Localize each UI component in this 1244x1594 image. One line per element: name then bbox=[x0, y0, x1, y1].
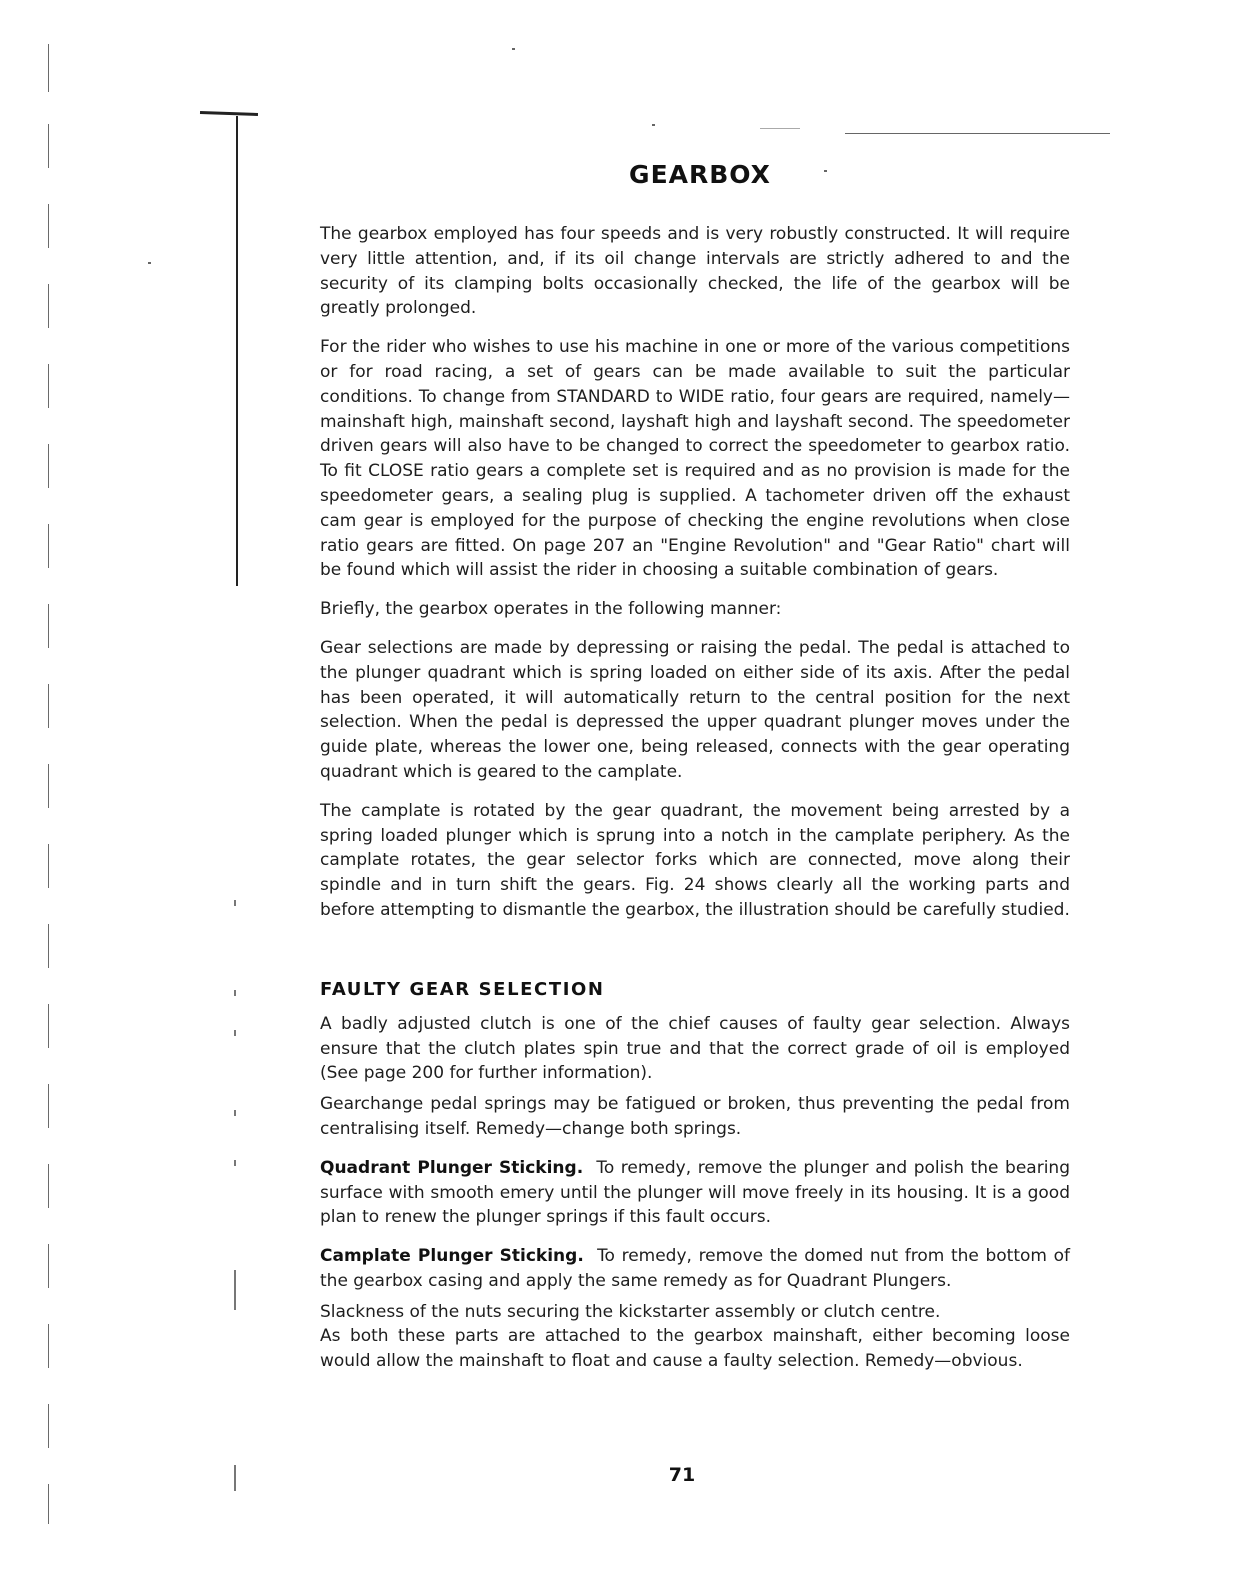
binding-mark bbox=[48, 284, 49, 328]
clutch-paragraph: A badly adjusted clutch is one of the chief causes of faulty gear selection. Always ensure that the clutch plates spin true and that the correct grade of oil is employed (See page 200 for further information). bbox=[320, 1013, 1070, 1084]
scan-speck bbox=[652, 124, 655, 126]
binding-mark bbox=[48, 204, 49, 248]
scan-speck bbox=[234, 990, 236, 996]
binding-mark bbox=[48, 764, 49, 808]
binding-mark bbox=[48, 444, 49, 488]
binding-mark bbox=[48, 1084, 49, 1128]
binding-mark bbox=[48, 604, 49, 648]
page-body bbox=[320, 222, 1070, 1374]
binding-mark bbox=[48, 684, 49, 728]
quadrant-plunger-lead: Quadrant Plunger Sticking. bbox=[320, 1157, 584, 1178]
binding-mark bbox=[48, 44, 49, 92]
scan-speck bbox=[148, 262, 151, 264]
binding-mark bbox=[48, 1244, 49, 1288]
pedal-springs-paragraph: Gearchange pedal springs may be fatigued or broken, thus preventing the pedal from centralising itself. Remedy—change both springs. bbox=[320, 1094, 1070, 1139]
operation-intro-paragraph: Briefly, the gearbox operates in the following manner: bbox=[320, 599, 782, 620]
binding-mark bbox=[48, 364, 49, 408]
quadrant-plunger-paragraph bbox=[320, 1156, 1070, 1230]
scan-speck bbox=[512, 48, 515, 50]
header-rule-faint bbox=[760, 128, 800, 129]
spine-shadow-top bbox=[200, 111, 258, 116]
scan-speck bbox=[234, 1270, 236, 1310]
binding-mark bbox=[48, 1404, 49, 1448]
page-title: GEARBOX bbox=[629, 160, 771, 189]
header-rule bbox=[845, 133, 1110, 134]
scan-speck bbox=[234, 1030, 236, 1036]
gear-selection-paragraph: Gear selections are made by depressing or raising the pedal. The pedal is attached to the plunger quadrant which is spring loaded on either side of its axis. After the pedal has been operated, it will automatically return to the central position for the next selection. When the pedal is depressed the upper quadrant plunger moves under the guide plate, whereas the lower one, being released, connects with the gear operating quadrant which is geared to the camplate. bbox=[320, 637, 1070, 782]
intro-paragraph: The gearbox employed has four speeds and is very robustly constructed. It will require very little attention, and, if its oil change intervals are strictly adhered to and the security of its clamping bolts occasionally checked, the life of the gearbox will be greatly prolonged. bbox=[320, 224, 1070, 319]
scan-speck bbox=[234, 900, 236, 906]
section-heading-faulty-gear-selection: FAULTY GEAR SELECTION bbox=[320, 978, 605, 1000]
mainshaft-paragraph: As both these parts are attached to the gearbox mainshaft, either becoming loose would allow the mainshaft to float and cause a faulty selection. Remedy—obvious. bbox=[320, 1326, 1070, 1372]
gear-ratio-paragraph: For the rider who wishes to use his machine in one or more of the various competitions or for road racing, a set of gears can be made available to suit the particular conditions. To change from STANDARD to WIDE ratio, four gears are required, namely—mainshaft high, mainshaft second, layshaft high and layshaft second. The speedometer driven gears will also have to be changed to correct the speedometer to gearbox ratio. To fit CLOSE ratio gears a complete set is required and as no provision is made for the speedometer gears, a sealing plug is supplied. A tachometer driven off the exhaust cam gear is employed for the purpose of checking the engine revolutions when close ratio gears are fitted. On page 207 an "Engine Revolution" and "Gear Ratio" chart will be found which will assist the rider in choosing a suitable combination of gears. bbox=[320, 337, 1070, 581]
scan-speck bbox=[234, 1110, 236, 1116]
quadrant-plunger-text: To remedy, remove the plunger and polish the bearing surface with smooth emery until the plunger will move freely in its housing. It is a good plan to renew the plunger springs if this fault occurs. bbox=[320, 1157, 1071, 1228]
page-number: 71 bbox=[668, 1464, 696, 1486]
camplate-paragraph: The camplate is rotated by the gear quadrant, the movement being arrested by a spring loaded plunger which is sprung into a notch in the camplate periphery. As the camplate rotates, the gear selector forks which are connected, move along their spindle and in turn shift the gears. Fig. 24 shows clearly all the working parts and before attempting to dismantle the gearbox, the illustration should be carefully studied. bbox=[320, 800, 1070, 920]
camplate-plunger-paragraph bbox=[320, 1244, 1070, 1294]
kickstarter-paragraph: Slackness of the nuts securing the kickstarter assembly or clutch centre. bbox=[320, 1301, 941, 1322]
binding-mark bbox=[48, 524, 49, 568]
binding-mark bbox=[48, 924, 49, 968]
binding-mark bbox=[48, 844, 49, 888]
binding-mark bbox=[48, 1004, 49, 1048]
camplate-plunger-lead: Camplate Plunger Sticking. bbox=[320, 1246, 584, 1267]
binding-mark bbox=[48, 1484, 49, 1524]
binding-mark bbox=[48, 1164, 49, 1208]
binding-mark bbox=[48, 1324, 49, 1368]
camplate-plunger-text: To remedy, remove the domed nut from the bottom of the gearbox casing and apply the same remedy as for Quadrant Plungers. bbox=[320, 1246, 1070, 1291]
scan-speck bbox=[234, 1160, 236, 1166]
